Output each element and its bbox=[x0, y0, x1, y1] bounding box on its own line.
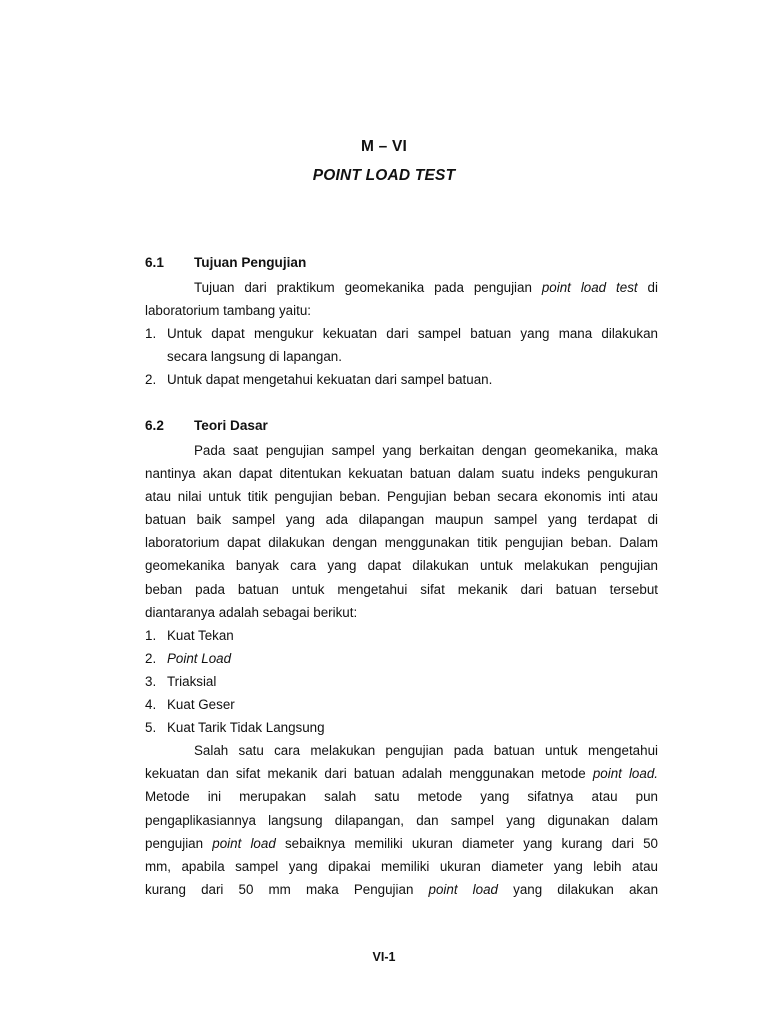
list-item: 4. Kuat Geser bbox=[145, 697, 235, 713]
section-6-2-body bbox=[145, 439, 658, 901]
paragraph-line: mm, apabila sampel yang dipakai memiliki ukuran diameter yang lebih atau bbox=[145, 858, 658, 874]
list-item: 3. Triaksial bbox=[145, 673, 217, 689]
section-heading-6-1 bbox=[145, 255, 306, 270]
paragraph-line: geomekanika banyak cara yang dapat dilakukan untuk melakukan pengujian bbox=[145, 558, 658, 574]
paragraph-line: Tujuan dari praktikum geomekanika pada pengujian point load test di bbox=[194, 280, 658, 295]
list-item: 5. Kuat Tarik Tidak Langsung bbox=[145, 720, 325, 736]
chapter-subtitle: POINT LOAD TEST bbox=[312, 167, 456, 184]
list-item: 1. Untuk dapat mengukur kekuatan dari sampel batuan yang mana dilakukan bbox=[145, 326, 658, 342]
paragraph-line: laboratorium tambang yaitu: bbox=[145, 303, 311, 319]
paragraph-line: diantaranya adalah sebagai berikut: bbox=[145, 604, 358, 620]
paragraph-line: batuan baik sampel yang ada dilapangan maupun sampel yang terdapat di bbox=[145, 512, 658, 528]
list-item: 1. Kuat Tekan bbox=[145, 627, 234, 643]
section-6-1-body bbox=[145, 276, 658, 391]
paragraph-line: pengujian point load sebaiknya memiliki ukuran diameter yang kurang dari 50 bbox=[145, 835, 658, 851]
paragraph-line: pengaplikasiannya langsung dilapangan, dan sampel yang digunakan dalam bbox=[145, 812, 658, 828]
section-number: 6.1 bbox=[145, 255, 164, 270]
paragraph-line: nantinya akan dapat ditentukan kekuatan batuan dalam suatu indeks pengukuran bbox=[145, 466, 658, 482]
page-number: VI-1 bbox=[372, 950, 396, 964]
chapter-title: M – VI bbox=[361, 138, 407, 155]
section-number: 6.2 bbox=[145, 418, 164, 433]
paragraph-line: Salah satu cara melakukan pengujian pada batuan untuk mengetahui bbox=[194, 743, 658, 759]
list-item: 2. Point Load bbox=[145, 650, 232, 666]
list-item: 2. Untuk dapat mengetahui kekuatan dari sampel batuan. bbox=[145, 372, 493, 388]
list-item-continuation: secara langsung di lapangan. bbox=[167, 349, 342, 365]
paragraph-line: kurang dari 50 mm maka Pengujian point load yang dilakukan akan bbox=[145, 881, 659, 897]
section-title: Tujuan Pengujian bbox=[194, 255, 307, 270]
section-title: Teori Dasar bbox=[194, 418, 268, 433]
paragraph-line: atau nilai untuk titik pengujian beban. Pengujian beban secara ekonomis inti atau bbox=[145, 489, 658, 505]
section-heading-6-2 bbox=[145, 418, 268, 433]
paragraph-line: laboratorium dapat dilakukan dengan menggunakan titik pengujian beban. Dalam bbox=[145, 535, 658, 551]
paragraph-line: kekuatan dan sifat mekanik dari batuan adalah menggunakan metode point load. bbox=[145, 766, 658, 782]
paragraph-line: beban pada batuan untuk mengetahui sifat mekanik dari batuan tersebut bbox=[145, 581, 658, 597]
paragraph-line: Pada saat pengujian sampel yang berkaitan dengan geomekanika, maka bbox=[194, 443, 658, 458]
paragraph-line: Metode ini merupakan salah satu metode yang sifatnya atau pun bbox=[145, 789, 658, 805]
